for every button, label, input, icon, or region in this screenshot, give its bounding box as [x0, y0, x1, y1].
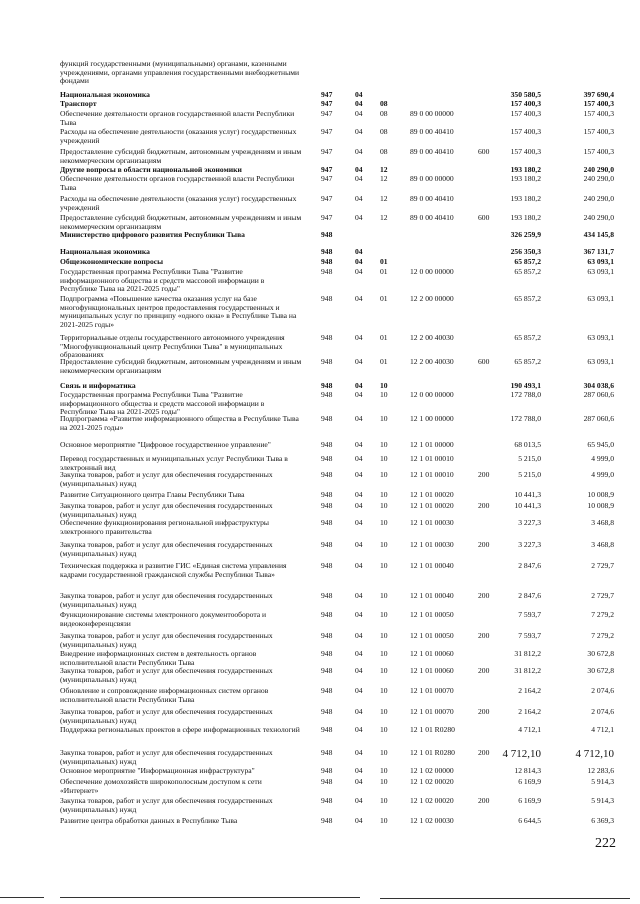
cell-csr: 12 1 01 00040 — [410, 561, 454, 570]
cell-vr: 200 — [478, 470, 490, 479]
cell-y2: 4 999,0 — [591, 470, 614, 479]
cell-name: Закупка товаров, работ и услуг для обеспечения государственных (муниципальных) нужд — [60, 470, 273, 488]
cell-ved: 948 — [321, 518, 333, 527]
cell-pr: 12 — [380, 213, 388, 222]
cell-pr: 01 — [380, 357, 388, 366]
footer-rule — [60, 897, 360, 898]
cell-csr: 12 1 01 R0280 — [410, 725, 455, 734]
cell-name: Другие вопросы в области национальной экономики — [60, 165, 242, 174]
cell-rz: 04 — [355, 440, 363, 449]
cell-pr: 10 — [380, 610, 388, 619]
cell-y1: 157 400,3 — [510, 127, 541, 136]
cell-y2: 10 008,9 — [587, 501, 614, 510]
cell-rz: 04 — [355, 591, 363, 600]
cell-ved: 948 — [321, 591, 333, 600]
cell-csr: 12 1 02 00000 — [410, 766, 454, 775]
cell-pr: 08 — [380, 99, 388, 108]
cell-pr: 10 — [380, 777, 388, 786]
cell-y2: 63 093,1 — [587, 267, 614, 276]
cell-pr: 10 — [380, 748, 388, 757]
cell-y2: 157 400,3 — [583, 127, 614, 136]
cell-y2: 287 060,6 — [583, 390, 614, 399]
cell-y2: 3 468,8 — [591, 540, 614, 549]
cell-rz: 04 — [355, 666, 363, 675]
cell-ved: 948 — [321, 631, 333, 640]
cell-csr: 12 1 01 00050 — [410, 610, 454, 619]
cell-name: Подпрограмма «Развитие информационного общества в Республике Тыва на 2021-2025 годы» — [60, 414, 299, 432]
cell-name: Национальная экономика — [60, 90, 150, 99]
cell-ved: 947 — [321, 109, 333, 118]
cell-vr: 600 — [478, 357, 490, 366]
footer-rule — [0, 897, 44, 898]
cell-y1: 6 644,5 — [518, 816, 541, 825]
cell-name: Обеспечение функционирования региональной инфраструктуры электронного правительства — [60, 518, 270, 536]
cell-y2: 4 999,0 — [591, 454, 614, 463]
cell-rz: 04 — [355, 649, 363, 658]
cell-rz: 04 — [355, 165, 363, 174]
cell-y1: 350 580,5 — [510, 90, 541, 99]
cell-y2: 157 400,3 — [583, 147, 614, 156]
cell-rz: 04 — [355, 816, 363, 825]
cell-name: Транспорт — [60, 99, 97, 108]
cell-csr: 12 1 02 00030 — [410, 816, 454, 825]
cell-pr: 10 — [380, 501, 388, 510]
cell-y1: 2 847,6 — [518, 591, 541, 600]
cell-pr: 08 — [380, 147, 388, 156]
cell-y2: 4 712,1 — [591, 725, 614, 734]
cell-ved: 947 — [321, 194, 333, 203]
cell-y2: 12 283,6 — [587, 766, 614, 775]
cell-rz: 04 — [355, 501, 363, 510]
cell-name: Территориальные отделы государственного автономного учреждения "Многофункциональный центр Республики Тыва" в муниципальных образованиях — [60, 333, 285, 360]
cell-rz: 04 — [355, 333, 363, 342]
cell-csr: 12 1 01 00050 — [410, 631, 454, 640]
cell-csr: 89 0 00 40410 — [410, 213, 454, 222]
cell-ved: 948 — [321, 796, 333, 805]
cell-ved: 947 — [321, 90, 333, 99]
cell-name: Национальная экономика — [60, 247, 150, 256]
cell-y1: 256 350,3 — [510, 247, 541, 256]
cell-ved: 948 — [321, 414, 333, 423]
cell-y2: 2 074,6 — [591, 686, 614, 695]
cell-name: Предоставление субсидий бюджетным, автономным учреждениям и иным некоммерческим организациям — [60, 147, 302, 165]
cell-y2: 5 914,3 — [591, 796, 614, 805]
cell-pr: 10 — [380, 381, 388, 390]
cell-pr: 01 — [380, 294, 388, 303]
cell-ved: 948 — [321, 357, 333, 366]
cell-y1: 3 227,3 — [518, 540, 541, 549]
cell-pr: 10 — [380, 707, 388, 716]
cell-csr: 12 1 01 00020 — [410, 490, 454, 499]
cell-ved: 948 — [321, 610, 333, 619]
cell-rz: 04 — [355, 454, 363, 463]
cell-name: Развитие Ситуационного центра Главы Республики Тыва — [60, 490, 245, 499]
cell-ved: 948 — [321, 666, 333, 675]
cell-ved: 948 — [321, 686, 333, 695]
cell-y2: 2 729,7 — [591, 591, 614, 600]
cell-y2: 287 060,6 — [583, 414, 614, 423]
cell-pr: 10 — [380, 390, 388, 399]
cell-y1: 65 857,2 — [514, 257, 541, 266]
cell-rz: 04 — [355, 490, 363, 499]
cell-y1: 193 180,2 — [510, 213, 541, 222]
cell-ved: 947 — [321, 165, 333, 174]
cell-y1: 4 712,10 — [502, 748, 541, 760]
cell-pr: 10 — [380, 686, 388, 695]
cell-rz: 04 — [355, 796, 363, 805]
cell-pr: 10 — [380, 414, 388, 423]
cell-rz: 04 — [355, 686, 363, 695]
cell-name: Основное мероприятие "Информационная инфраструктура" — [60, 766, 255, 775]
cell-name: Предоставление субсидий бюджетным, автономным учреждениям и иным некоммерческим организациям — [60, 213, 302, 231]
cell-vr: 200 — [478, 707, 490, 716]
cell-y2: 63 093,1 — [587, 357, 614, 366]
cell-ved: 948 — [321, 816, 333, 825]
cell-rz: 04 — [355, 390, 363, 399]
cell-y1: 2 847,6 — [518, 561, 541, 570]
cell-y1: 31 812,2 — [514, 649, 541, 658]
cell-name: Общеэкономические вопросы — [60, 257, 164, 266]
cell-csr: 12 1 02 00020 — [410, 777, 454, 786]
cell-rz: 04 — [355, 540, 363, 549]
cell-y2: 7 279,2 — [591, 610, 614, 619]
cell-ved: 948 — [321, 490, 333, 499]
cell-csr: 12 1 01 00000 — [410, 440, 454, 449]
cell-csr: 12 0 00 00000 — [410, 267, 454, 276]
cell-name: Министерство цифрового развития Республики Тыва — [60, 230, 245, 239]
cell-name: Функционирование системы электронного документооборота и видеоконференцсвязи — [60, 610, 267, 628]
cell-name: функций государственными (муниципальными) органами, казенными учреждениями, органами управления государственными внебюджетными фондами — [60, 59, 300, 86]
cell-csr: 89 0 00 00000 — [410, 109, 454, 118]
cell-name: Обеспечение домохозяйств широкополосным доступом к сети «Интернет» — [60, 777, 262, 795]
cell-y2: 6 369,3 — [591, 816, 614, 825]
cell-vr: 200 — [478, 540, 490, 549]
cell-vr: 600 — [478, 213, 490, 222]
cell-name: Расходы на обеспечение деятельности (оказания услуг) государственных учреждений — [60, 194, 297, 212]
cell-y2: 30 672,8 — [587, 666, 614, 675]
cell-y2: 240 290,0 — [583, 194, 614, 203]
cell-y1: 7 593,7 — [518, 610, 541, 619]
cell-rz: 04 — [355, 470, 363, 479]
cell-rz: 04 — [355, 707, 363, 716]
cell-name: Расходы на обеспечение деятельности (оказания услуг) государственных учреждений — [60, 127, 297, 145]
cell-rz: 04 — [355, 147, 363, 156]
cell-rz: 04 — [355, 247, 363, 256]
cell-vr: 200 — [478, 631, 490, 640]
cell-pr: 10 — [380, 490, 388, 499]
cell-y2: 3 468,8 — [591, 518, 614, 527]
cell-name: Предоставление субсидий бюджетным, автономным учреждениям и иным некоммерческим организациям — [60, 357, 302, 375]
cell-pr: 01 — [380, 333, 388, 342]
cell-rz: 04 — [355, 99, 363, 108]
cell-csr: 12 1 01 00070 — [410, 707, 454, 716]
cell-y2: 2 729,7 — [591, 561, 614, 570]
cell-pr: 10 — [380, 666, 388, 675]
cell-ved: 947 — [321, 213, 333, 222]
cell-y2: 367 131,7 — [583, 247, 614, 256]
cell-pr: 10 — [380, 591, 388, 600]
cell-pr: 10 — [380, 631, 388, 640]
cell-pr: 12 — [380, 174, 388, 183]
cell-ved: 947 — [321, 174, 333, 183]
cell-rz: 04 — [355, 748, 363, 757]
cell-pr: 10 — [380, 561, 388, 570]
cell-y2: 7 279,2 — [591, 631, 614, 640]
cell-name: Закупка товаров, работ и услуг для обеспечения государственных (муниципальных) нужд — [60, 666, 273, 684]
cell-pr: 10 — [380, 725, 388, 734]
cell-ved: 948 — [321, 561, 333, 570]
cell-ved: 948 — [321, 470, 333, 479]
cell-y1: 193 180,2 — [510, 194, 541, 203]
cell-name: Обеспечение деятельности органов государственной власти Республики Тыва — [60, 174, 295, 192]
cell-pr: 10 — [380, 518, 388, 527]
cell-name: Закупка товаров, работ и услуг для обеспечения государственных (муниципальных) нужд — [60, 540, 273, 558]
cell-csr: 12 1 01 00010 — [410, 454, 454, 463]
cell-y1: 2 164,2 — [518, 686, 541, 695]
cell-ved: 948 — [321, 777, 333, 786]
cell-name: Обновление и сопровождение информационных систем органов исполнительной власти Республики Тыва — [60, 686, 269, 704]
cell-y2: 63 093,1 — [587, 333, 614, 342]
cell-ved: 948 — [321, 390, 333, 399]
cell-y2: 157 400,3 — [583, 109, 614, 118]
cell-ved: 947 — [321, 147, 333, 156]
cell-y2: 304 038,6 — [583, 381, 614, 390]
cell-rz: 04 — [355, 610, 363, 619]
cell-name: Перевод государственных и муниципальных услуг Республики Тыва в электронный вид — [60, 454, 288, 472]
cell-y1: 6 169,9 — [518, 796, 541, 805]
cell-csr: 12 1 01 00060 — [410, 666, 454, 675]
cell-csr: 12 1 01 00060 — [410, 649, 454, 658]
cell-rz: 04 — [355, 561, 363, 570]
cell-ved: 948 — [321, 230, 333, 239]
cell-csr: 12 2 00 40030 — [410, 357, 454, 366]
cell-y1: 193 180,2 — [510, 165, 541, 174]
cell-pr: 01 — [380, 257, 388, 266]
cell-pr: 10 — [380, 440, 388, 449]
cell-ved: 948 — [321, 257, 333, 266]
cell-name: Обеспечение деятельности органов государственной власти Республики Тыва — [60, 109, 295, 127]
cell-y2: 157 400,3 — [583, 99, 614, 108]
cell-pr: 08 — [380, 109, 388, 118]
cell-vr: 200 — [478, 748, 490, 757]
cell-csr: 12 1 00 00000 — [410, 414, 454, 423]
cell-y2: 10 008,9 — [587, 490, 614, 499]
cell-csr: 12 1 01 00040 — [410, 591, 454, 600]
cell-csr: 89 0 00 40410 — [410, 194, 454, 203]
cell-y1: 65 857,2 — [514, 333, 541, 342]
cell-name: Основное мероприятие "Цифровое государственное управление" — [60, 440, 271, 449]
cell-vr: 200 — [478, 666, 490, 675]
cell-name: Закупка товаров, работ и услуг для обеспечения государственных (муниципальных) нужд — [60, 591, 273, 609]
cell-csr: 12 1 02 00020 — [410, 796, 454, 805]
cell-ved: 948 — [321, 381, 333, 390]
cell-name: Закупка товаров, работ и услуг для обеспечения государственных (муниципальных) нужд — [60, 631, 273, 649]
cell-rz: 04 — [355, 518, 363, 527]
cell-vr: 200 — [478, 796, 490, 805]
cell-y1: 10 441,3 — [514, 501, 541, 510]
cell-vr: 200 — [478, 501, 490, 510]
cell-csr: 12 2 00 40030 — [410, 333, 454, 342]
cell-rz: 04 — [355, 194, 363, 203]
cell-y1: 65 857,2 — [514, 357, 541, 366]
cell-name: Связь и информатика — [60, 381, 136, 390]
cell-rz: 04 — [355, 381, 363, 390]
cell-name: Развитие центра обработки данных в Республике Тыва — [60, 816, 238, 825]
cell-y2: 240 290,0 — [583, 213, 614, 222]
cell-y1: 31 812,2 — [514, 666, 541, 675]
cell-y1: 65 857,2 — [514, 294, 541, 303]
cell-y2: 240 290,0 — [583, 165, 614, 174]
cell-ved: 948 — [321, 247, 333, 256]
cell-y1: 68 013,5 — [514, 440, 541, 449]
cell-ved: 948 — [321, 501, 333, 510]
cell-ved: 948 — [321, 454, 333, 463]
cell-y1: 157 400,3 — [510, 147, 541, 156]
cell-y1: 172 788,0 — [510, 414, 541, 423]
cell-y2: 30 672,8 — [587, 649, 614, 658]
cell-rz: 04 — [355, 90, 363, 99]
cell-name: Закупка товаров, работ и услуг для обеспечения государственных (муниципальных) нужд — [60, 501, 273, 519]
cell-y2: 4 712,10 — [575, 748, 614, 760]
cell-csr: 12 1 01 00010 — [410, 470, 454, 479]
cell-y2: 63 093,1 — [587, 294, 614, 303]
cell-pr: 10 — [380, 816, 388, 825]
cell-y2: 2 074,6 — [591, 707, 614, 716]
cell-ved: 948 — [321, 440, 333, 449]
cell-y1: 157 400,3 — [510, 99, 541, 108]
cell-y1: 5 215,0 — [518, 470, 541, 479]
cell-csr: 12 1 01 00030 — [410, 540, 454, 549]
cell-vr: 200 — [478, 591, 490, 600]
cell-rz: 04 — [355, 631, 363, 640]
cell-name: Закупка товаров, работ и услуг для обеспечения государственных (муниципальных) нужд — [60, 748, 273, 766]
cell-ved: 948 — [321, 725, 333, 734]
cell-csr: 12 2 00 00000 — [410, 294, 454, 303]
cell-y1: 10 441,3 — [514, 490, 541, 499]
cell-name: Государственная программа Республики Тыва "Развитие информационного общества и средств массовой информации в Республике Тыва на 2021-2025 годы" — [60, 390, 265, 417]
cell-rz: 04 — [355, 257, 363, 266]
cell-pr: 10 — [380, 649, 388, 658]
cell-pr: 12 — [380, 194, 388, 203]
cell-y2: 5 914,3 — [591, 777, 614, 786]
cell-ved: 948 — [321, 707, 333, 716]
cell-y1: 12 814,3 — [514, 766, 541, 775]
cell-y1: 65 857,2 — [514, 267, 541, 276]
cell-pr: 01 — [380, 267, 388, 276]
cell-ved: 948 — [321, 748, 333, 757]
cell-ved: 948 — [321, 267, 333, 276]
cell-rz: 04 — [355, 267, 363, 276]
cell-rz: 04 — [355, 357, 363, 366]
cell-y2: 240 290,0 — [583, 174, 614, 183]
cell-csr: 12 1 01 00020 — [410, 501, 454, 510]
cell-ved: 948 — [321, 294, 333, 303]
cell-pr: 10 — [380, 796, 388, 805]
footer-rule — [380, 898, 630, 899]
cell-ved: 947 — [321, 99, 333, 108]
cell-y1: 2 164,2 — [518, 707, 541, 716]
cell-rz: 04 — [355, 777, 363, 786]
cell-y1: 157 400,3 — [510, 109, 541, 118]
cell-y1: 326 259,9 — [510, 230, 541, 239]
cell-csr: 12 1 01 R0280 — [410, 748, 455, 757]
cell-y1: 190 493,1 — [510, 381, 541, 390]
cell-y2: 397 690,4 — [583, 90, 614, 99]
cell-rz: 04 — [355, 127, 363, 136]
cell-y2: 65 945,0 — [587, 440, 614, 449]
cell-rz: 04 — [355, 725, 363, 734]
cell-rz: 04 — [355, 414, 363, 423]
cell-name: Техническая поддержка и развитие ГИС «Единая система управления кадрами государственной гражданской службы Республики Тыва» — [60, 561, 287, 579]
cell-rz: 04 — [355, 294, 363, 303]
cell-pr: 12 — [380, 165, 388, 174]
cell-ved: 948 — [321, 540, 333, 549]
cell-csr: 89 0 00 40410 — [410, 147, 454, 156]
cell-pr: 10 — [380, 454, 388, 463]
cell-name: Закупка товаров, работ и услуг для обеспечения государственных (муниципальных) нужд — [60, 707, 273, 725]
cell-name: Поддержка региональных проектов в сфере информационных технологий — [60, 725, 300, 734]
cell-rz: 04 — [355, 174, 363, 183]
cell-ved: 948 — [321, 649, 333, 658]
cell-y2: 434 145,8 — [583, 230, 614, 239]
cell-rz: 04 — [355, 766, 363, 775]
page-number: 222 — [595, 836, 616, 851]
cell-csr: 12 1 01 00030 — [410, 518, 454, 527]
cell-y1: 7 593,7 — [518, 631, 541, 640]
cell-rz: 04 — [355, 213, 363, 222]
cell-y1: 4 712,1 — [518, 725, 541, 734]
cell-name: Внедрение информационных систем в деятельность органов исполнительной власти Республики Тыва — [60, 649, 257, 667]
cell-ved: 948 — [321, 333, 333, 342]
cell-name: Государственная программа Республики Тыва "Развитие информационного общества и средств массовой информации в Республике Тыва на 2021-2025 годы" — [60, 267, 265, 294]
cell-y1: 172 788,0 — [510, 390, 541, 399]
cell-csr: 12 0 00 00000 — [410, 390, 454, 399]
cell-name: Подпрограмма «Повышение качества оказания услуг на базе многофункциональных центров предоставления государственных и муниципальных услуг по принципу «одного окна» в Республике Тыва на 2021-2025 годы» — [60, 294, 297, 329]
cell-rz: 04 — [355, 109, 363, 118]
cell-csr: 89 0 00 40410 — [410, 127, 454, 136]
cell-vr: 600 — [478, 147, 490, 156]
cell-y2: 63 093,1 — [587, 257, 614, 266]
cell-csr: 12 1 01 00070 — [410, 686, 454, 695]
cell-ved: 948 — [321, 766, 333, 775]
cell-y1: 193 180,2 — [510, 174, 541, 183]
cell-y1: 3 227,3 — [518, 518, 541, 527]
cell-ved: 947 — [321, 127, 333, 136]
cell-pr: 08 — [380, 127, 388, 136]
cell-pr: 10 — [380, 470, 388, 479]
cell-csr: 89 0 00 00000 — [410, 174, 454, 183]
cell-y1: 6 169,9 — [518, 777, 541, 786]
cell-pr: 10 — [380, 540, 388, 549]
cell-pr: 10 — [380, 766, 388, 775]
cell-name: Закупка товаров, работ и услуг для обеспечения государственных (муниципальных) нужд — [60, 796, 273, 814]
cell-y1: 5 215,0 — [518, 454, 541, 463]
